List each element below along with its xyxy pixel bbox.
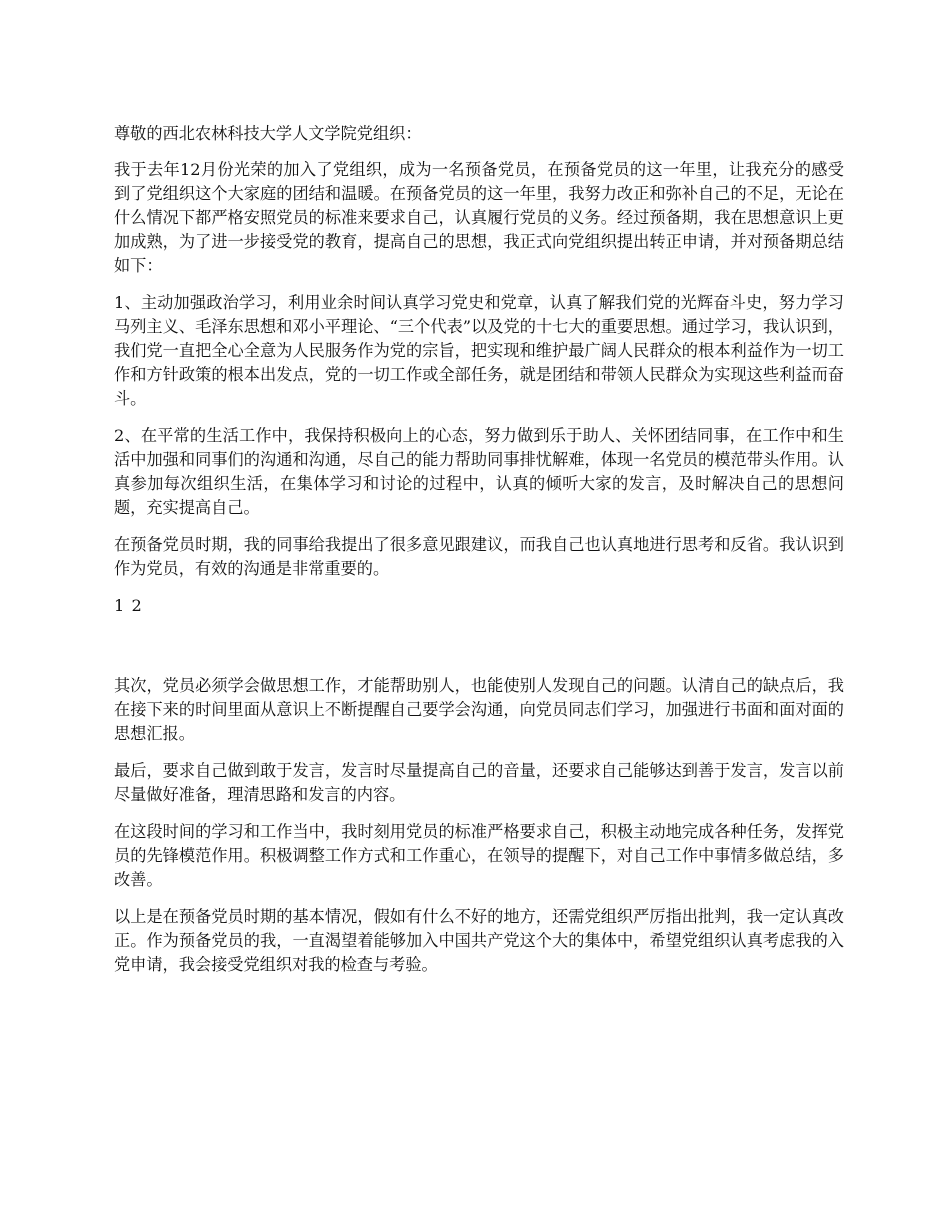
paragraph-secondly: 其次，党员必须学会做思想工作，才能帮助别人，也能使别人发现自己的问题。认清自己的缺点后，我在接下来的时间里面从意识上不断提醒自己要学会沟通，向党员同志们学习，加强进行书面和面对面的思想汇报。 <box>114 676 844 743</box>
document-body <box>114 122 844 990</box>
paragraph-finally: 最后，要求自己做到敢于发言，发言时尽量提高自己的音量，还要求自己能够达到善于发言，发言以前尽量做好准备，理清思路和发言的内容。 <box>114 761 844 804</box>
paragraph-intro: 我于去年12月份光荣的加入了党组织，成为一名预备党员，在预备党员的这一年里，让我充分的感受到了党组织这个大家庭的团结和温暖。在预备党员的这一年里，我努力改正和弥补自己的不足，无论在什么情况下都严格安照党员的标准来要求自己，认真履行党员的义务。经过预备期，我在思想意识上更加成熟，为了进一步接受党的教育，提高自己的思想，我正式向党组织提出转正申请，并对预备期总结如下： <box>114 160 844 275</box>
paragraph-point-1: 1、主动加强政治学习，利用业余时间认真学习党史和党章，认真了解我们党的光辉奋斗史，努力学习马列主义、毛泽东思想和邓小平理论、“三个代表”以及党的十七大的重要思想。通过学习，我认识到，我们党一直把全心全意为人民服务作为党的宗旨，把实现和维护最广阔人民群众的根本利益作为一切工作和方针政策的根本出发点，党的一切工作或全部任务，就是团结和带领人民群众为实现这些利益而奋斗。 <box>114 293 844 408</box>
salutation: 尊敬的西北农林科技大学人文学院党组织： <box>114 124 422 143</box>
paragraph-summary: 在这段时间的学习和工作当中，我时刻用党员的标准严格要求自己，积极主动地完成各种任务，发挥党员的先锋模范作用。积极调整工作方式和工作重心，在领导的提醒下，对自己工作中事情多做总结，多改善。 <box>114 822 844 889</box>
paragraph-point-2: 2、在平常的生活工作中，我保持积极向上的心态，努力做到乐于助人、关怀团结同事，在工作中和生活中加强和同事们的沟通和沟通，尽自己的能力帮助同事排忧解难，体现一名党员的模范带头作用。认真参加每次组织生活，在集体学习和讨论的过程中，认真的倾听大家的发言，及时解决自己的思想问题，充实提高自己。 <box>114 426 844 517</box>
paragraph-reflection: 在预备党员时期，我的同事给我提出了很多意见跟建议，而我自己也认真地进行思考和反省。我认识到作为党员，有效的沟通是非常重要的。 <box>114 535 844 578</box>
page-break-gap <box>114 618 844 674</box>
paragraph-closing: 以上是在预备党员时期的基本情况，假如有什么不好的地方，还需党组织严厉指出批判，我一定认真改正。作为预备党员的我，一直渴望着能够加入中国共产党这个大的集体中，希望党组织认真考虑我的入党申请，我会接受党组织对我的检查与考验。 <box>114 907 844 974</box>
page-marker: 1 2 <box>114 596 143 615</box>
